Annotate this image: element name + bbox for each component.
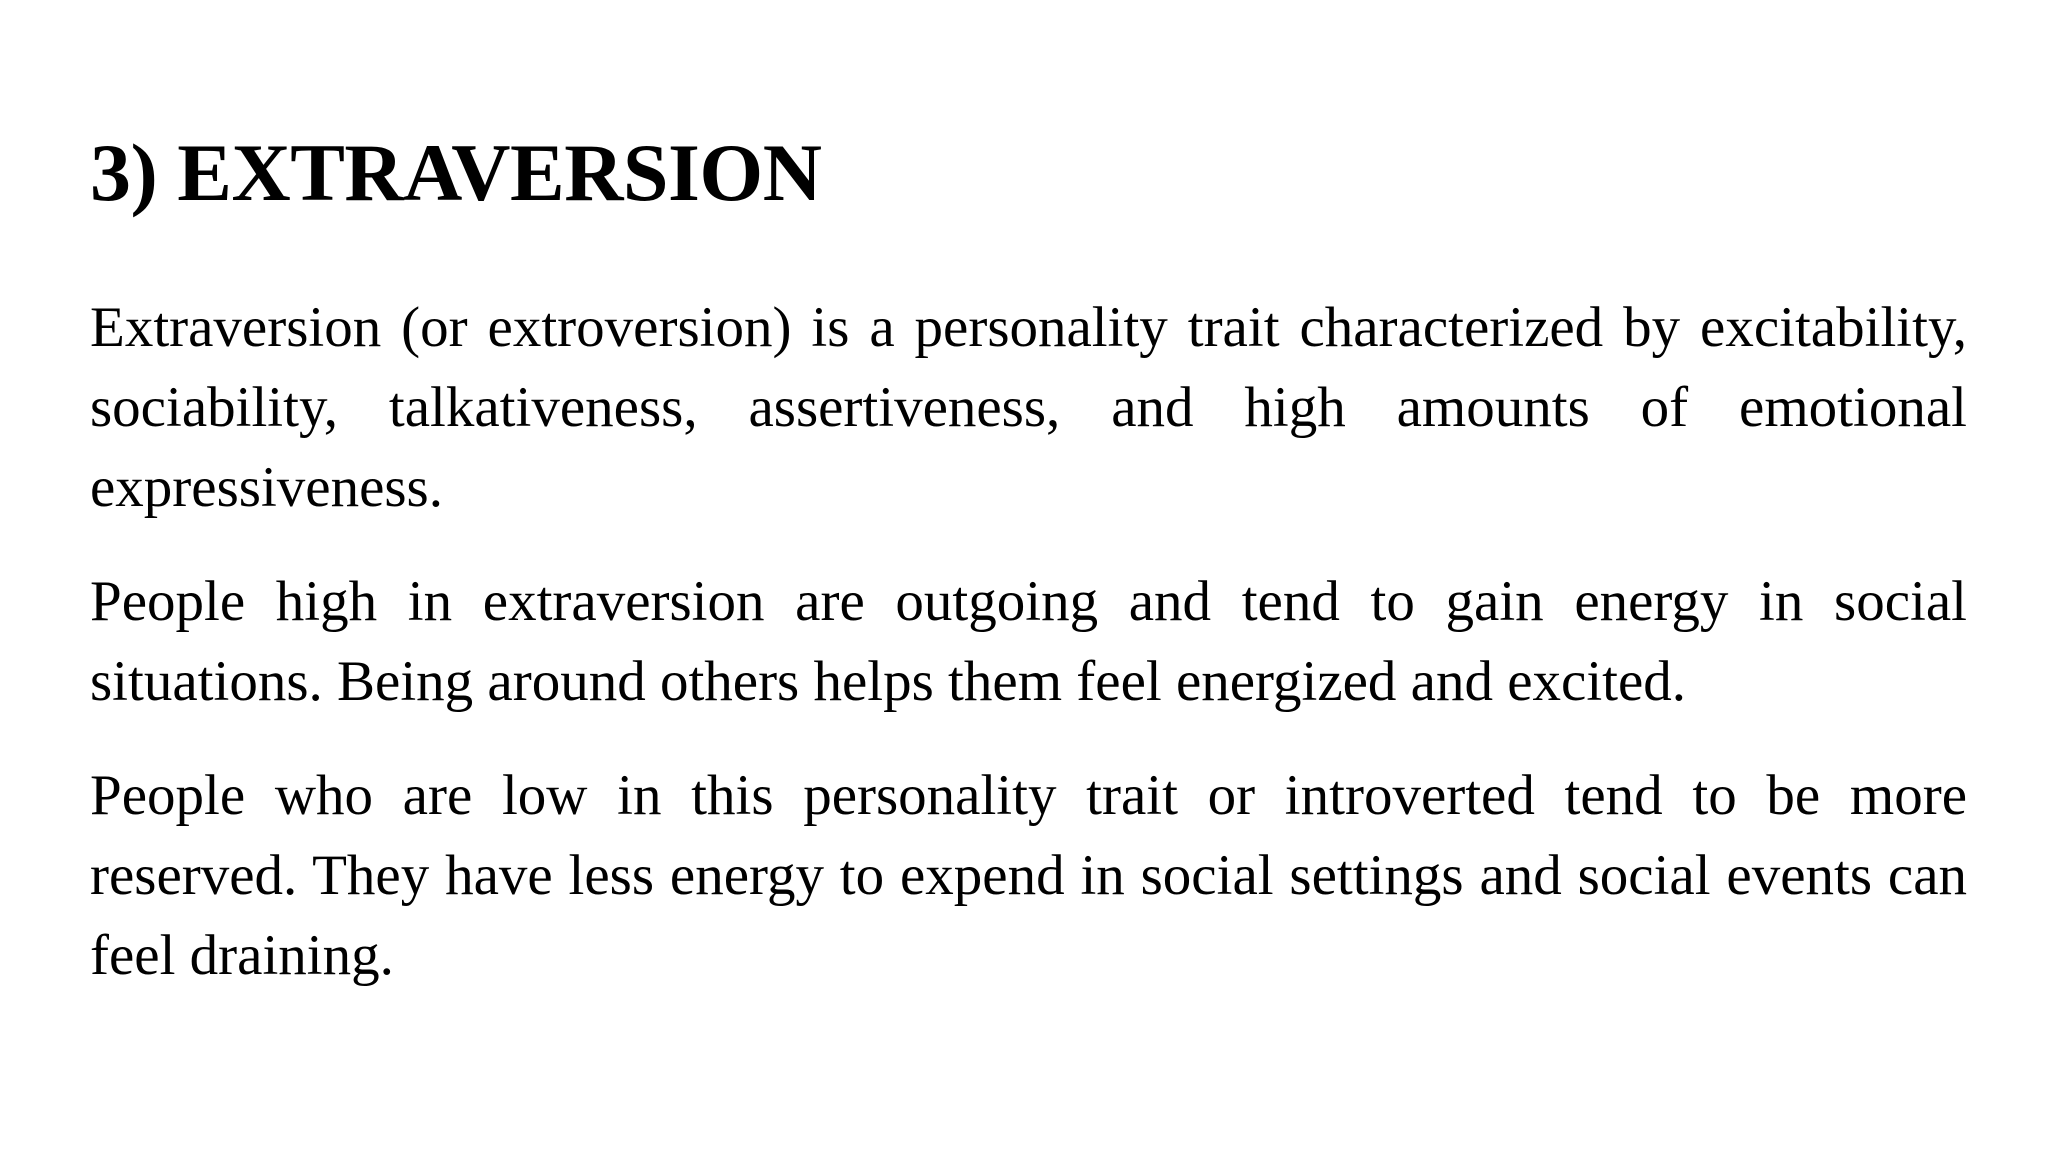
paragraph-definition: Extraversion (or extroversion) is a personality trait characterized by excitability, sociability, talkativeness, assertiveness, and high amounts of emotional expressiveness. — [90, 296, 1967, 519]
slide-body — [90, 288, 1967, 1030]
slide-title: 3) EXTRAVERSION — [90, 127, 822, 218]
paragraph-high-extraversion: People high in extraversion are outgoing and tend to gain energy in social situations. Being around others helps them feel energized and excited. — [90, 570, 1967, 713]
paragraph-low-extraversion: People who are low in this personality trait or introverted tend to be more reserved. They have less energy to expend in social settings and social events can feel draining. — [90, 764, 1967, 987]
